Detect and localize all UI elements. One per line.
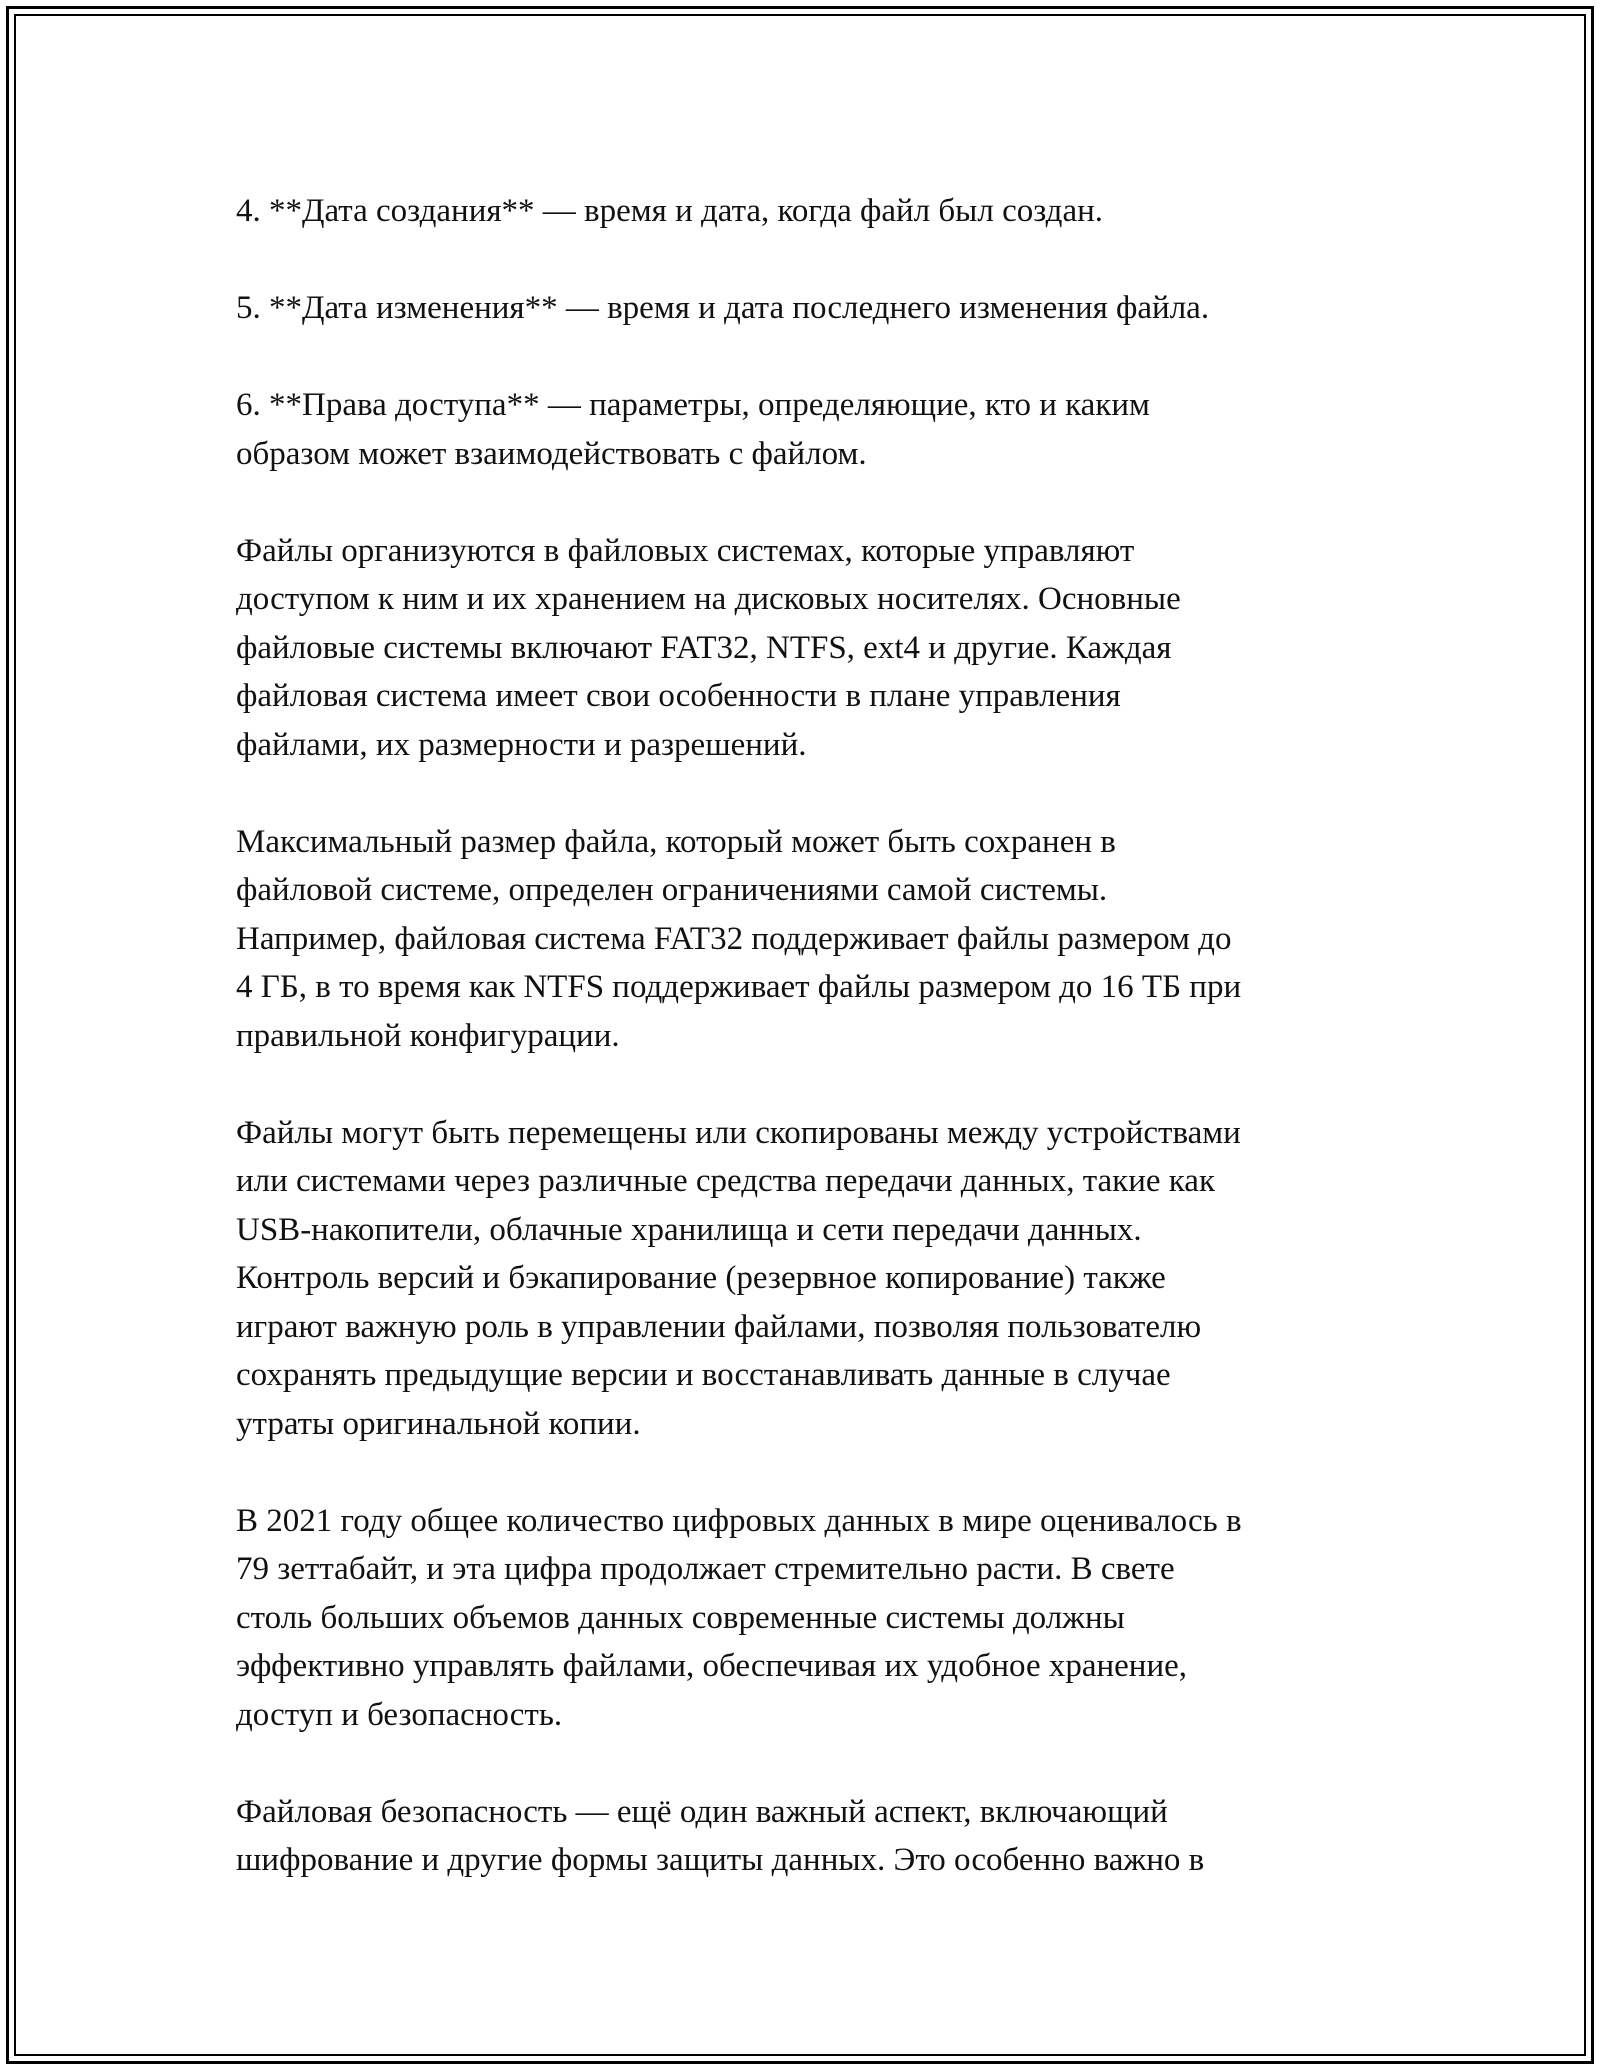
paragraph-file-transfer: Файлы могут быть перемещены или скопированы между устройствами или системами через различные средства передачи данных, такие как USB-накопители, облачные хранилища и сети передачи данных. Контроль версий и бэкапирование (резервное копирование) также играют важную роль в управлении файлами, позволяя пользователю сохранять предыдущие версии и восстанавливать данные в случае утраты оригинальной копии. bbox=[236, 1114, 1241, 1442]
paragraph-file-security: Файловая безопасность — ещё один важный аспект, включающий шифрование и другие формы защиты данных. Это особенно важно в bbox=[236, 1793, 1205, 1878]
paragraph-creation-date: 4. **Дата создания** — время и дата, когда файл был создан. bbox=[236, 193, 1104, 229]
paragraph-file-systems: Файлы организуются в файловых системах, которые управляют доступом к ним и их хранением на дисковых носителях. Основные файловые системы включают FAT32, NTFS, ext4 и другие. Каждая файловая система имеет свои особенности в плане управления файлами, их размерности и разрешений. bbox=[236, 532, 1181, 763]
paragraph-modification-date: 5. **Дата изменения** — время и дата последнего изменения файла. bbox=[236, 290, 1210, 326]
document-body bbox=[236, 187, 1366, 1933]
paragraph-max-file-size: Максимальный размер файла, который может быть сохранен в файловой системе, определен ограничениями самой системы. Например, файловая система FAT32 поддерживает файлы размером до 4 ГБ, в то время как NTFS поддерживает файлы размером до 16 ТБ при правильной конфигурации. bbox=[236, 823, 1242, 1054]
paragraph-access-rights: 6. **Права доступа** — параметры, определяющие, кто и каким образом может взаимодействовать с файлом. bbox=[236, 387, 1150, 472]
paragraph-data-volume: В 2021 году общее количество цифровых данных в мире оценивалось в 79 зеттабайт, и эта цифра продолжает стремительно расти. В свете столь больших объемов данных современные системы должны эффективно управлять файлами, обеспечивая их удобное хранение, доступ и безопасность. bbox=[236, 1502, 1242, 1733]
